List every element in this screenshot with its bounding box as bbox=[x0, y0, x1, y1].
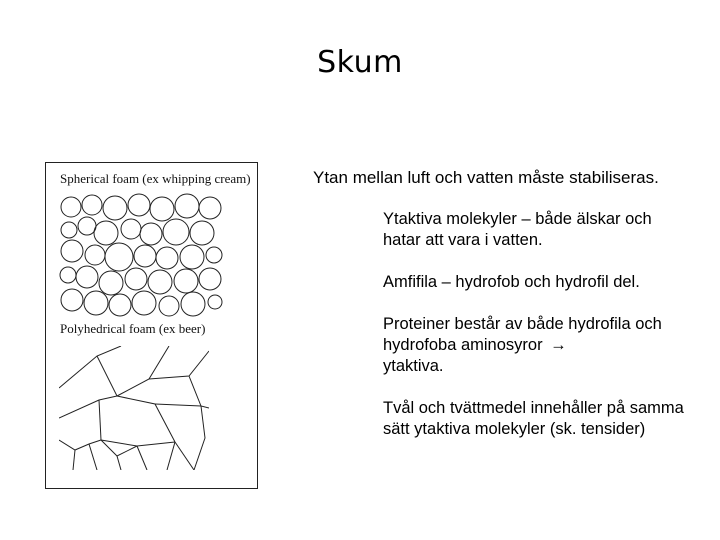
arrow-right-icon: → bbox=[550, 336, 567, 354]
bullet-amphiphilic: Amfifila – hydrofob och hydrofil del. bbox=[383, 273, 640, 291]
sub-bullet-list bbox=[383, 209, 693, 461]
bullet-soap: Tvål och tvättmedel innehåller på samma sätt ytaktiva molekyler (sk. tensider) bbox=[383, 399, 684, 438]
bullet-surfactants: Ytaktiva molekyler – både älskar och hatar att vara i vatten. bbox=[383, 210, 652, 249]
spherical-foam-label: Spherical foam (ex whipping cream) bbox=[60, 171, 251, 186]
spherical-foam-diagram bbox=[59, 193, 223, 318]
polyhedral-foam-diagram bbox=[59, 346, 209, 470]
bullet-proteins-conclusion: ytaktiva. bbox=[383, 357, 444, 375]
foam-figure bbox=[45, 162, 258, 489]
main-point: Ytan mellan luft och vatten måste stabiliseras. bbox=[313, 168, 659, 187]
bullet-proteins bbox=[383, 314, 693, 377]
polyhedral-foam-label: Polyhedrical foam (ex beer) bbox=[60, 321, 206, 336]
bullet-proteins-text: Proteiner består av både hydrofila och hydrofoba aminosyror bbox=[383, 315, 662, 354]
slide-title: Skum bbox=[317, 45, 403, 80]
